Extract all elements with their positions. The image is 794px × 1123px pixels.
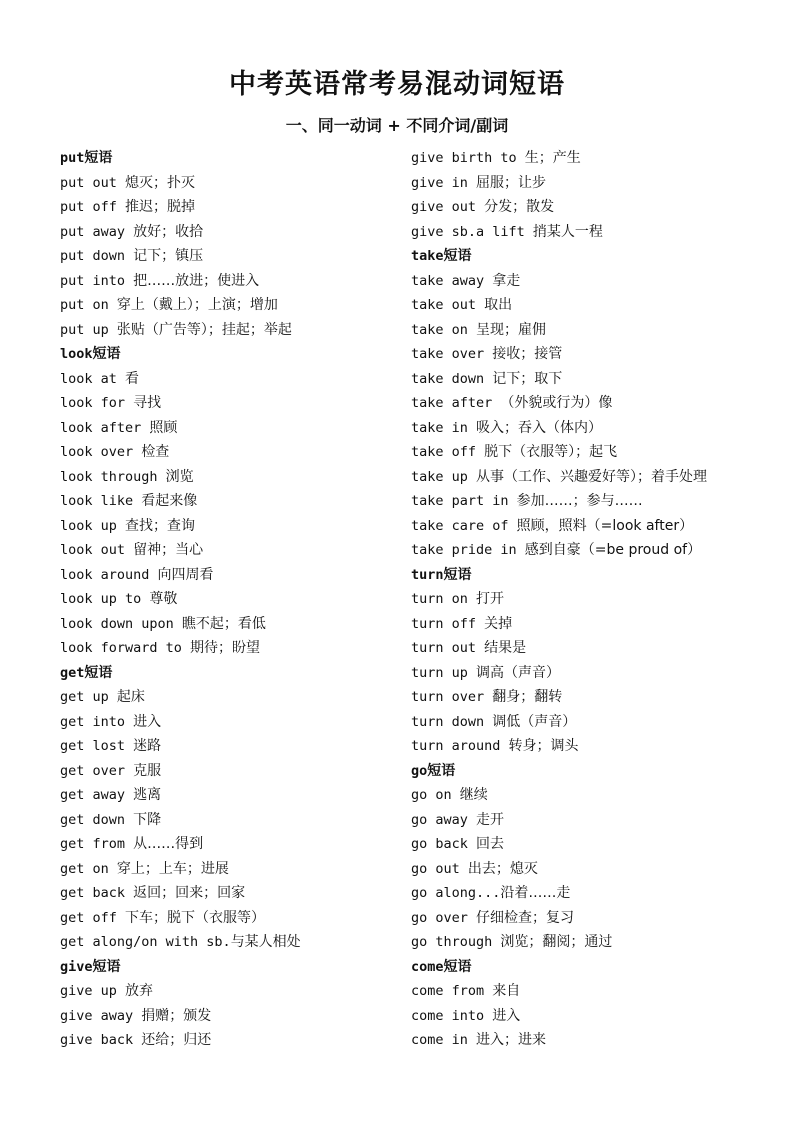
phrase-english: look through <box>60 468 166 485</box>
phrase-meaning: 感到自豪（=be proud of） <box>524 542 702 558</box>
phrase-row <box>411 391 771 416</box>
phrase-english: look forward to <box>60 640 191 656</box>
phrase-english: go along... <box>411 885 501 901</box>
phrase-row <box>411 612 771 637</box>
group-label: 短语 <box>84 150 113 166</box>
phrase-meaning: （外貌或行为）像 <box>500 395 613 411</box>
phrase-row <box>411 440 771 465</box>
phrase-meaning: 看起来像 <box>141 493 198 509</box>
phrase-english: get off <box>60 909 126 926</box>
phrase-row <box>60 979 400 1004</box>
phrase-meaning: 放弃 <box>125 983 154 999</box>
phrase-english: take in <box>411 419 477 436</box>
phrase-row <box>60 734 400 759</box>
phrase-row <box>411 220 771 245</box>
phrase-english: turn over <box>411 689 493 705</box>
phrase-english: get up <box>60 689 117 705</box>
group-verb: come <box>411 958 444 975</box>
phrase-english: get into <box>60 713 134 730</box>
phrase-row <box>60 759 400 784</box>
phrase-row <box>411 979 771 1004</box>
phrase-english: get down <box>60 811 134 828</box>
phrase-row <box>60 587 400 612</box>
phrase-meaning: 浏览；翻阅；通过 <box>500 934 613 950</box>
phrase-english: put down <box>60 248 134 264</box>
phrase-meaning: 调高（声音） <box>476 664 561 681</box>
phrase-meaning: 结果是 <box>484 640 527 656</box>
phrase-row <box>411 636 771 661</box>
phrase-meaning: 接收；接管 <box>492 346 563 362</box>
phrase-english: take after <box>411 395 501 411</box>
phrase-meaning: 照顾，照料（=look after） <box>516 517 694 534</box>
phrase-english: turn on <box>411 591 477 607</box>
phrase-meaning: 检查 <box>141 444 170 460</box>
phrase-row <box>411 710 771 735</box>
phrase-meaning: 浏览 <box>165 468 194 485</box>
phrase-row <box>60 195 400 220</box>
phrase-english: turn out <box>411 640 485 656</box>
phrase-english: get along/on with sb. <box>60 934 231 950</box>
phrase-row <box>411 293 771 318</box>
group-heading <box>60 955 400 980</box>
group-verb: turn <box>411 566 444 583</box>
phrase-english: look down upon <box>60 615 182 632</box>
group-label: 短语 <box>92 346 121 362</box>
phrase-english: get away <box>60 787 134 803</box>
phrase-row <box>60 563 400 588</box>
phrase-row <box>60 489 400 514</box>
phrase-english: give sb.a lift <box>411 223 533 240</box>
section-heading: 一、同一动词 + 不同介词/副词 <box>285 116 509 135</box>
phrase-english: put into <box>60 272 134 289</box>
phrase-meaning: 迷路 <box>133 738 162 754</box>
phrase-english: go away <box>411 811 477 828</box>
phrase-meaning: 把……放进；使进入 <box>133 272 260 289</box>
phrase-meaning: 出去；熄灭 <box>467 860 538 877</box>
group-verb: look <box>60 346 93 362</box>
phrase-row <box>411 906 771 931</box>
phrase-meaning: 转身；调头 <box>508 738 579 754</box>
phrase-row <box>60 514 400 539</box>
phrase-row <box>60 881 400 906</box>
phrase-row <box>60 171 400 196</box>
phrase-english: take part in <box>411 493 517 509</box>
phrase-row <box>411 930 771 955</box>
phrase-english: get from <box>60 836 134 852</box>
phrase-row <box>60 391 400 416</box>
phrase-row <box>411 538 771 563</box>
phrase-meaning: 留神；当心 <box>133 542 204 558</box>
phrase-meaning: 关掉 <box>484 615 513 632</box>
phrase-meaning: 期待；盼望 <box>190 640 261 656</box>
phrase-meaning: 屈服；让步 <box>476 174 547 191</box>
phrase-meaning: 走开 <box>476 811 505 828</box>
phrase-row <box>411 146 771 171</box>
phrase-english: come into <box>411 1007 493 1024</box>
group-verb: get <box>60 664 85 681</box>
phrase-row <box>60 832 400 857</box>
phrase-meaning: 看 <box>125 370 140 387</box>
phrase-row <box>411 832 771 857</box>
phrase-english: get back <box>60 885 134 901</box>
phrase-meaning: 与某人相处 <box>230 934 301 950</box>
phrase-meaning: 打开 <box>476 591 505 607</box>
phrase-row <box>60 783 400 808</box>
phrase-row <box>411 195 771 220</box>
phrase-english: take pride in <box>411 542 525 558</box>
phrase-meaning: 查找；查询 <box>125 517 196 534</box>
phrase-row <box>411 416 771 441</box>
phrase-meaning: 继续 <box>459 787 488 803</box>
phrase-meaning: 来自 <box>492 983 521 999</box>
phrase-english: go through <box>411 934 501 950</box>
phrase-english: get on <box>60 860 117 877</box>
phrase-english: take out <box>411 297 485 313</box>
phrase-meaning: 捎某人一程 <box>532 223 603 240</box>
phrase-meaning: 下降 <box>133 811 162 828</box>
phrase-english: look like <box>60 493 142 509</box>
phrase-row <box>60 1004 400 1029</box>
group-label: 短语 <box>443 566 472 583</box>
phrase-meaning: 拿走 <box>492 272 521 289</box>
phrase-row <box>60 906 400 931</box>
phrase-meaning: 回去 <box>476 836 505 852</box>
phrase-english: take down <box>411 370 493 387</box>
phrase-row <box>411 489 771 514</box>
group-heading <box>411 563 771 588</box>
phrase-english: turn up <box>411 664 477 681</box>
phrase-english: look over <box>60 444 142 460</box>
phrase-english: turn down <box>411 713 493 730</box>
phrase-row <box>411 342 771 367</box>
phrase-row <box>60 367 400 392</box>
phrase-english: give birth to <box>411 150 525 166</box>
phrase-row <box>60 416 400 441</box>
phrase-english: take care of <box>411 517 517 534</box>
phrase-meaning: 放好；收拾 <box>133 223 204 240</box>
phrase-english: give back <box>60 1032 142 1048</box>
phrase-row <box>60 465 400 490</box>
phrase-english: go on <box>411 787 460 803</box>
phrase-english: go over <box>411 909 477 926</box>
phrase-english: get lost <box>60 738 134 754</box>
phrase-meaning: 脱下（衣服等）；起飞 <box>484 444 618 460</box>
group-label: 短语 <box>443 248 472 264</box>
phrase-row <box>60 1028 400 1053</box>
phrase-english: look up <box>60 517 126 534</box>
phrase-row <box>411 587 771 612</box>
phrase-meaning: 推迟；脱掉 <box>125 199 196 215</box>
phrase-meaning: 翻身；翻转 <box>492 689 563 705</box>
phrase-english: take off <box>411 444 485 460</box>
phrase-english: look at <box>60 370 126 387</box>
phrase-meaning: 穿上；上车；进展 <box>116 860 229 877</box>
right-column <box>411 146 771 1053</box>
phrase-row <box>60 293 400 318</box>
phrase-english: put off <box>60 199 126 215</box>
phrase-meaning: 取出 <box>484 297 513 313</box>
phrase-meaning: 从……得到 <box>133 836 204 852</box>
phrase-meaning: 还给；归还 <box>141 1032 212 1048</box>
phrase-meaning: 仔细检查；复习 <box>476 909 575 926</box>
group-heading <box>411 955 771 980</box>
phrase-row <box>60 808 400 833</box>
phrase-meaning: 克服 <box>133 762 162 779</box>
phrase-english: look around <box>60 566 158 583</box>
group-label: 短语 <box>92 958 121 975</box>
phrase-english: give out <box>411 199 485 215</box>
group-label: 短语 <box>84 664 113 681</box>
phrase-meaning: 分发；散发 <box>484 199 555 215</box>
phrase-meaning: 瞧不起；看低 <box>181 615 266 632</box>
phrase-english: look for <box>60 395 134 411</box>
group-label: 短语 <box>443 958 472 975</box>
phrase-meaning: 参加……；参与…… <box>516 493 643 509</box>
phrase-english: look after <box>60 419 150 436</box>
phrase-row <box>411 783 771 808</box>
phrase-meaning: 记下；镇压 <box>133 248 204 264</box>
phrase-meaning: 调低（声音） <box>492 713 577 730</box>
group-verb: go <box>411 762 428 779</box>
phrase-english: put on <box>60 297 117 313</box>
phrase-row <box>411 318 771 343</box>
group-heading <box>60 661 400 686</box>
phrase-row <box>60 710 400 735</box>
phrase-meaning: 沿着……走 <box>500 885 571 901</box>
phrase-meaning: 呈现；雇佣 <box>476 321 547 338</box>
phrase-row <box>411 171 771 196</box>
page-title: 中考英语常考易混动词短语 <box>229 69 565 100</box>
phrase-row <box>411 808 771 833</box>
phrase-row <box>411 734 771 759</box>
phrase-english: go out <box>411 860 468 877</box>
phrase-row <box>60 220 400 245</box>
phrase-row <box>60 636 400 661</box>
phrase-english: look up to <box>60 591 150 607</box>
phrase-meaning: 返回；回来；回家 <box>133 885 246 901</box>
phrase-english: take over <box>411 346 493 362</box>
phrase-row <box>411 514 771 539</box>
phrase-row <box>60 685 400 710</box>
phrase-english: give up <box>60 983 126 999</box>
phrase-english: put up <box>60 321 117 338</box>
phrase-row <box>60 930 400 955</box>
phrase-meaning: 下车；脱下（衣服等） <box>125 909 266 926</box>
phrase-row <box>60 244 400 269</box>
phrase-row <box>60 612 400 637</box>
phrase-row <box>411 857 771 882</box>
phrase-english: come in <box>411 1032 477 1048</box>
phrase-meaning: 进入；进来 <box>476 1032 547 1048</box>
phrase-meaning: 进入 <box>133 713 162 730</box>
phrase-meaning: 熄灭；扑灭 <box>125 174 196 191</box>
phrase-meaning: 从事（工作、兴趣爱好等）；着手处理 <box>476 468 708 485</box>
phrase-meaning: 逃离 <box>133 787 162 803</box>
phrase-english: go back <box>411 836 477 852</box>
phrase-english: give away <box>60 1007 142 1024</box>
phrase-meaning: 生；产生 <box>524 150 581 166</box>
phrase-row <box>411 881 771 906</box>
phrase-meaning: 吸入；吞入（体内） <box>476 419 603 436</box>
group-verb: put <box>60 150 85 166</box>
phrase-row <box>60 269 400 294</box>
phrase-row <box>411 367 771 392</box>
phrase-row <box>411 1028 771 1053</box>
phrase-english: put away <box>60 223 134 240</box>
phrase-meaning: 照顾 <box>149 419 178 436</box>
phrase-row <box>411 685 771 710</box>
phrase-row <box>60 440 400 465</box>
phrase-meaning: 记下；取下 <box>492 370 563 387</box>
phrase-english: give in <box>411 174 477 191</box>
left-column <box>60 146 400 1053</box>
phrase-row <box>411 661 771 686</box>
group-heading <box>60 342 400 367</box>
phrase-english: come from <box>411 983 493 999</box>
phrase-english: take away <box>411 272 493 289</box>
phrase-row <box>411 465 771 490</box>
phrase-english: put out <box>60 174 126 191</box>
phrase-english: turn off <box>411 615 485 632</box>
group-verb: take <box>411 248 444 264</box>
phrase-row <box>60 857 400 882</box>
phrase-english: get over <box>60 762 134 779</box>
phrase-meaning: 捐赠；颁发 <box>141 1007 212 1024</box>
group-heading <box>411 244 771 269</box>
phrase-meaning: 向四周看 <box>157 566 214 583</box>
phrase-row <box>411 1004 771 1029</box>
phrase-meaning: 张贴（广告等）；挂起；举起 <box>116 321 292 338</box>
group-verb: give <box>60 958 93 975</box>
phrase-meaning: 穿上（戴上）；上演；增加 <box>116 297 278 313</box>
group-label: 短语 <box>427 762 456 779</box>
phrase-row <box>60 538 400 563</box>
phrase-english: look out <box>60 542 134 558</box>
phrase-english: take on <box>411 321 477 338</box>
phrase-meaning: 尊敬 <box>149 591 178 607</box>
phrase-english: turn around <box>411 738 509 754</box>
phrase-row <box>411 269 771 294</box>
phrase-row <box>60 318 400 343</box>
group-heading <box>60 146 400 171</box>
phrase-meaning: 进入 <box>492 1007 521 1024</box>
phrase-english: take up <box>411 468 477 485</box>
phrase-meaning: 起床 <box>116 689 145 705</box>
group-heading <box>411 759 771 784</box>
phrase-meaning: 寻找 <box>133 395 162 411</box>
